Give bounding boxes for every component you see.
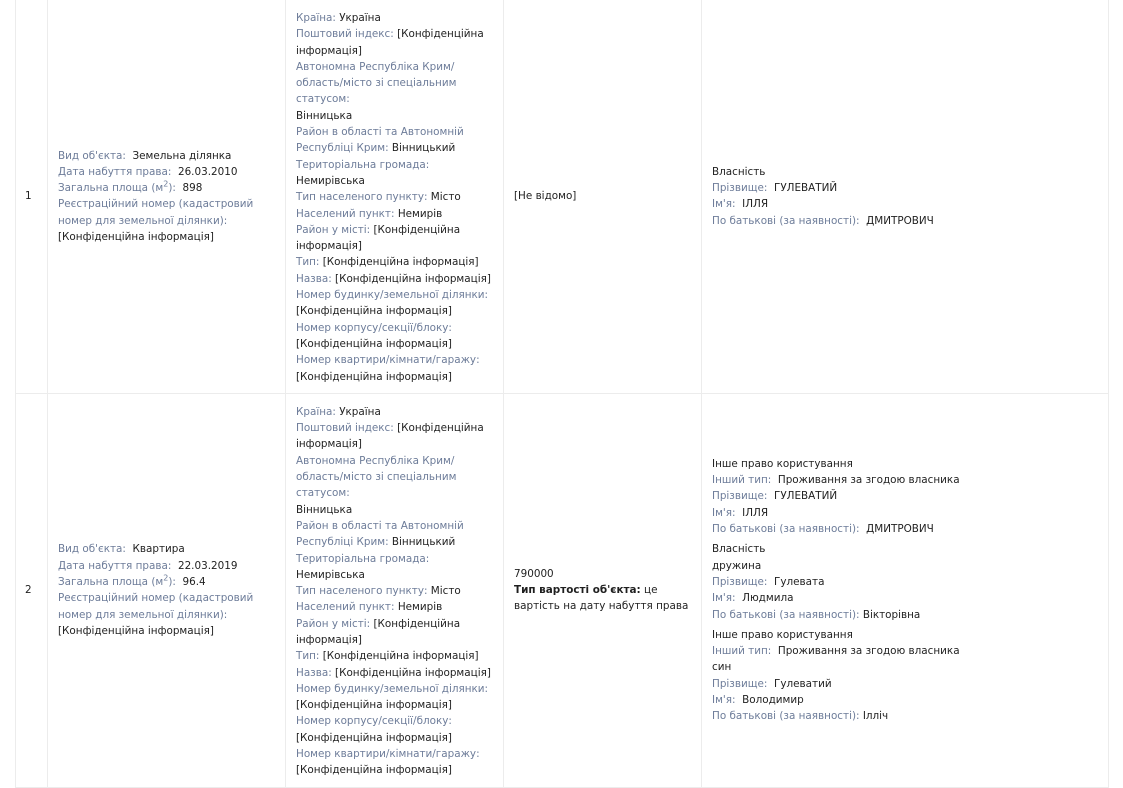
rights-info: [702, 0, 1109, 393]
right-block: Власність дружина Прізвище: Гулевата Ім'я: Людмила По батькові (за наявності): Вікторівна: [712, 541, 1098, 622]
cost-value: 790000: [514, 567, 554, 580]
object-type: Квартира: [132, 543, 185, 556]
object-info: Вид об'єкта: Квартира Дата набуття права: 22.03.2019 Загальна площа $(м^2)$: 96.4 Реєстраційний номер (кадастровий номер для земельної ділянки): [Конфіденційна інформація]: [48, 393, 286, 787]
object-type: Земельна ділянка: [132, 149, 232, 162]
acquisition-date: 22.03.2019: [177, 559, 238, 572]
right-block: Інше право користування Інший тип: Проживання за згодою власника син Прізвище: Гулеватий Ім'я: Володимир По батькові (за наявності): Ілліч: [712, 627, 1098, 725]
right-type: Власність: [712, 543, 766, 556]
total-area: 96.4: [182, 575, 206, 588]
cost-value: [Не відомо]: [514, 190, 577, 203]
table-row: [16, 393, 1109, 787]
right-block: Власність Прізвище: ГУЛЕВАТИЙ Ім'я: ІЛЛЯ По батькові (за наявності): ДМИТРОВИЧ: [712, 164, 1098, 229]
table-row: [16, 0, 1109, 393]
total-area: 898: [182, 182, 203, 195]
right-type: Власність: [712, 165, 766, 178]
rights-info: [702, 393, 1109, 787]
right-type: Інше право користування: [712, 628, 853, 641]
object-address: Країна: Україна Поштовий індекс: [Конфіденційна інформація] Автономна Республіка Крим/область/місто зі спеціальним статусом: Вінницька Район в області та Автономній Республіці Крим: Вінницький Територіальна громада: Немирівська Тип населеного пункту: Місто Населений пункт: Немирів Район у місті: [Конфіденційна інформація] Тип: [Конфіденційна інформація] Назва: [Конфіденційна інформація] Номер будинку/земельної ділянки: [Конфіденційна інформація] Номер корпусу/секції/блоку: [Конфіденційна інформація] Номер квартири/кімнати/гаражу: [Конфіденційна інформація]: [286, 0, 504, 393]
row-number: 2: [16, 393, 48, 787]
cost-type-label: Тип вартості об'єкта:: [514, 584, 641, 597]
row-number: 1: [16, 0, 48, 393]
object-info: Вид об'єкта: Земельна ділянка Дата набуття права: 26.03.2010 Загальна площа $(м^2)$: 898 Реєстраційний номер (кадастровий номер для земельної ділянки): [Конфіденційна інформація]: [48, 0, 286, 393]
registration-number: [Конфіденційна інформація]: [58, 624, 214, 637]
relation: дружина: [712, 559, 762, 572]
relation: син: [712, 661, 732, 674]
object-cost: [504, 393, 702, 787]
object-cost: [504, 0, 702, 393]
cost-type-value: це вартість на дату набуття права: [514, 584, 689, 613]
property-table: [15, 0, 1109, 788]
registration-number: [Конфіденційна інформація]: [58, 231, 214, 243]
acquisition-date: 26.03.2010: [177, 165, 238, 178]
object-address: Країна: Україна Поштовий індекс: [Конфіденційна інформація] Автономна Республіка Крим/область/місто зі спеціальним статусом: Вінницька Район в області та Автономній Республіці Крим: Вінницький Територіальна громада: Немирівська Тип населеного пункту: Місто Населений пункт: Немирів Район у місті: [Конфіденційна інформація] Тип: [Конфіденційна інформація] Назва: [Конфіденційна інформація] Номер будинку/земельної ділянки: [Конфіденційна інформація] Номер корпусу/секції/блоку: [Конфіденційна інформація] Номер квартири/кімнати/гаражу: [Конфіденційна інформація]: [286, 393, 504, 787]
right-block: Інше право користування Інший тип: Проживання за згодою власника Прізвище: ГУЛЕВАТИЙ Ім'я: ІЛЛЯ По батькові (за наявності): ДМИТРОВИЧ: [712, 456, 1098, 537]
right-type: Інше право користування: [712, 457, 853, 470]
